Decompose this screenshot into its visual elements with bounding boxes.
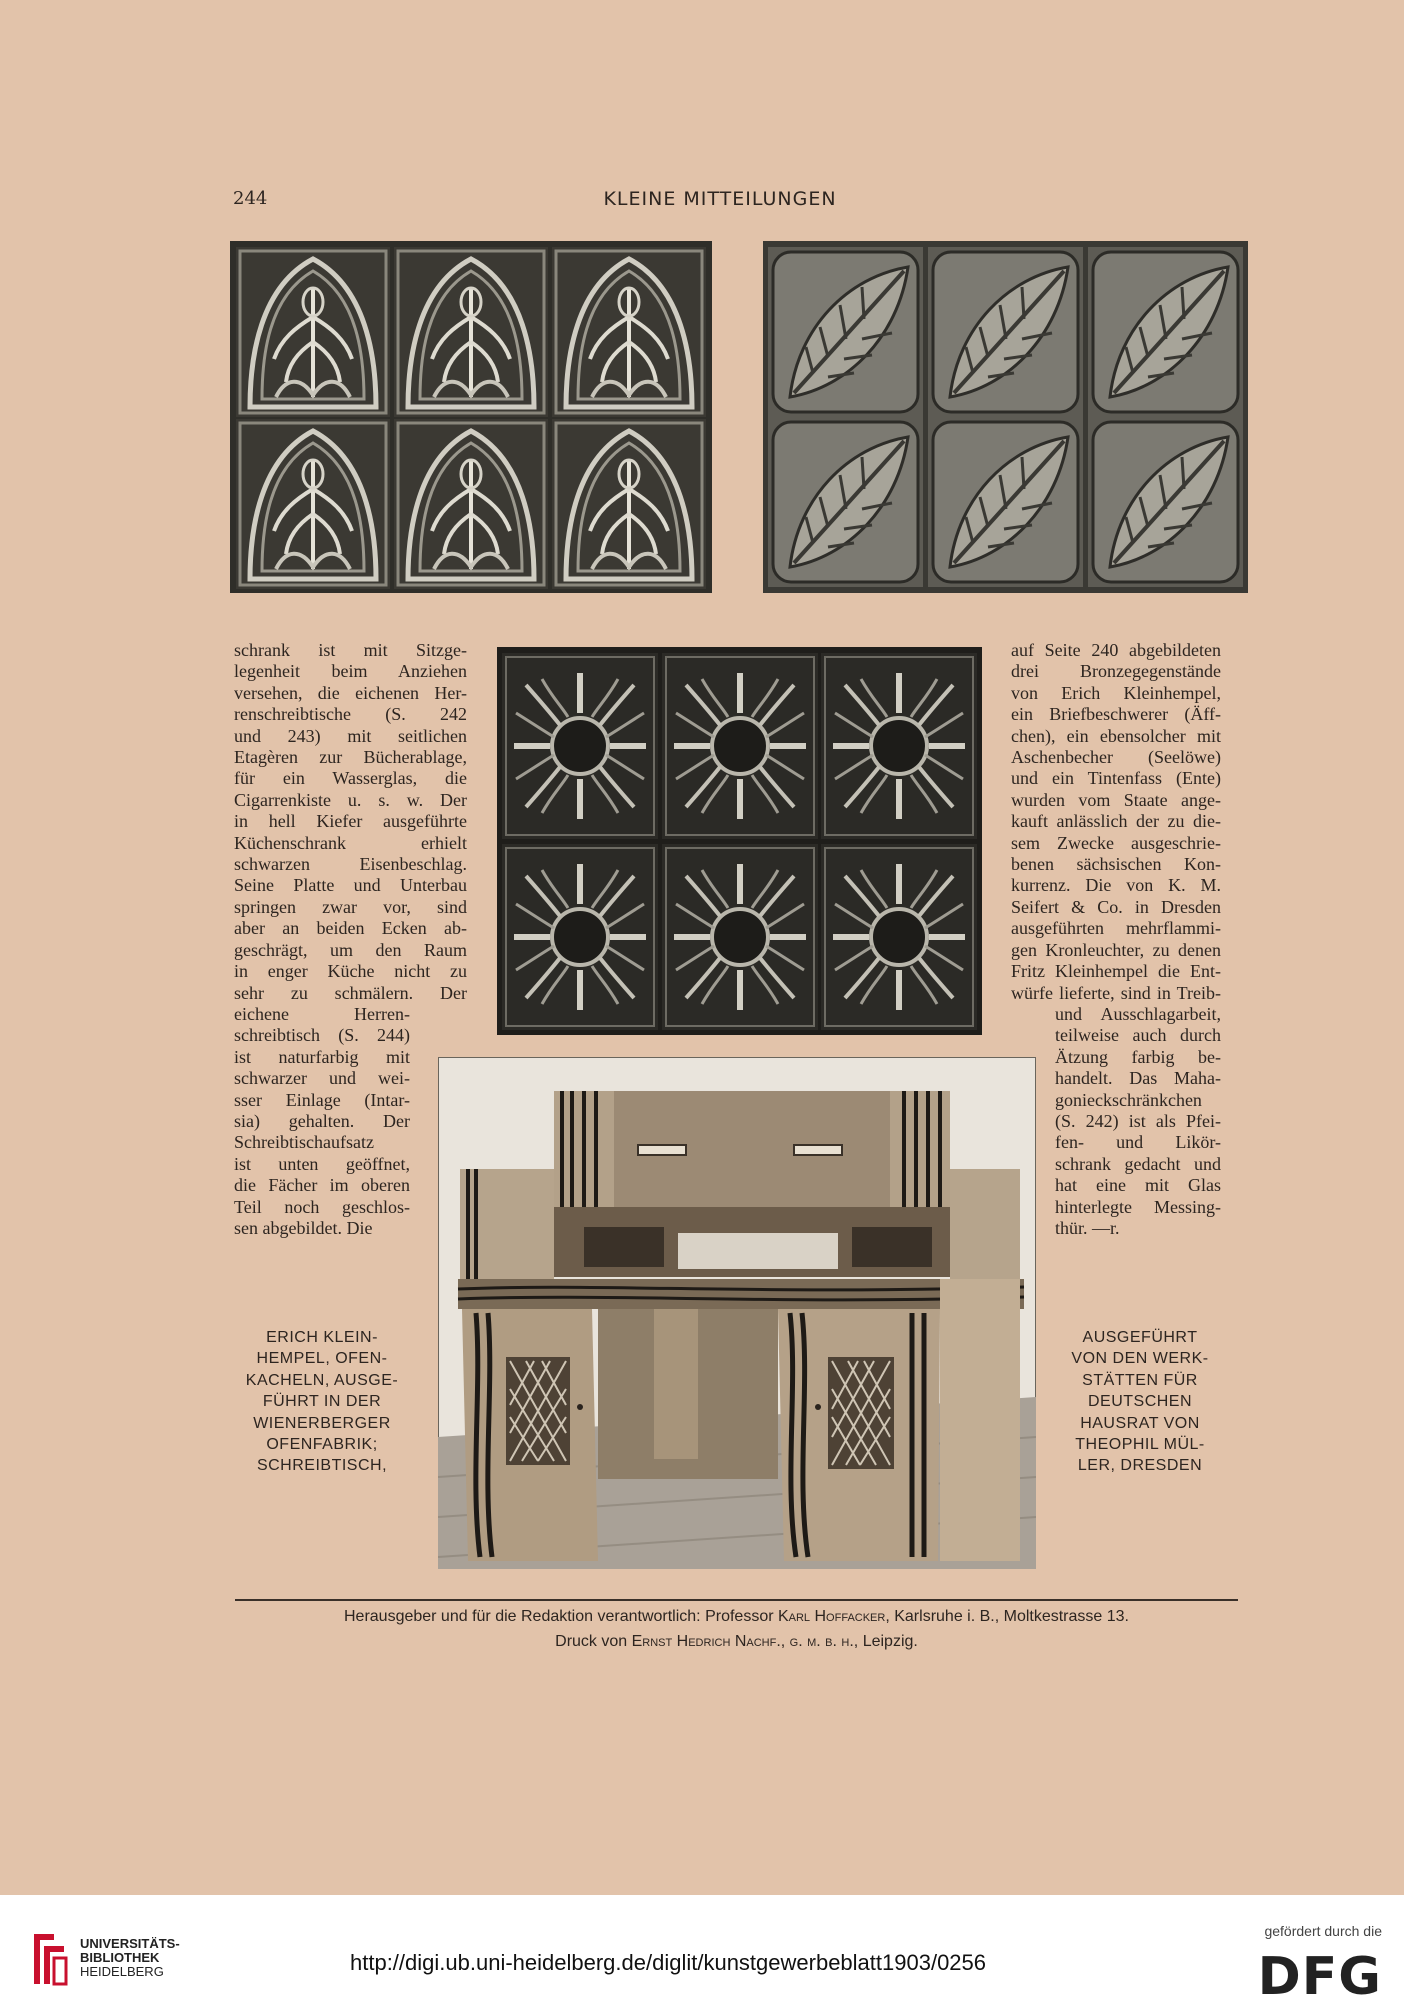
caption-line: AUSGEFÜHRT bbox=[1082, 1329, 1198, 1346]
right-line: fen- und Likör- bbox=[1055, 1132, 1221, 1153]
right-line: Fritz Kleinhempel die Ent- bbox=[1011, 961, 1221, 982]
caption-line: OFENFABRIK; bbox=[266, 1436, 378, 1454]
right-line: drei Bronzegegenstände bbox=[1011, 661, 1221, 682]
funded-by-label: gefördert durch die bbox=[1264, 1923, 1382, 1939]
left-line: aber an beiden Ecken ab- bbox=[234, 918, 467, 939]
caption-line: VON DEN WERK- bbox=[1071, 1350, 1209, 1368]
caption-line: WIENERBERGER bbox=[253, 1414, 391, 1432]
ub-heidelberg-logo-icon bbox=[30, 1930, 70, 1988]
right-line: und Ausschlagarbeit, bbox=[1055, 1003, 1221, 1024]
left-line: ist unten geöffnet, bbox=[234, 1153, 410, 1174]
dfg-logo: DFG bbox=[1257, 1947, 1382, 2007]
left-line: ist naturfarbig mit bbox=[234, 1046, 410, 1067]
right-line: (S. 242) ist als Pfei- bbox=[1055, 1110, 1221, 1131]
caption-line: LER, DRESDEN bbox=[1077, 1457, 1203, 1475]
caption-line: HAUSRAT VON bbox=[1080, 1414, 1200, 1432]
right-line: handelt. Das Maha- bbox=[1055, 1068, 1221, 1089]
left-line: renschreibtische (S. 242 bbox=[234, 704, 467, 725]
right-line: und ein Tintenfass (Ente) bbox=[1011, 768, 1221, 789]
page-number: 244 bbox=[233, 188, 268, 209]
left-line: Schreibtischaufsatz bbox=[234, 1132, 374, 1153]
right-line: benen sächsischen Kon- bbox=[1011, 854, 1221, 875]
left-line: Küchenschrank erhielt bbox=[234, 832, 467, 853]
caption-line: DEUTSCHEN bbox=[1087, 1393, 1193, 1411]
left-line: springen zwar vor, sind bbox=[234, 896, 467, 917]
left-line: legenheit beim Anziehen bbox=[234, 661, 467, 682]
right-line: sem Zwecke ausgeschrie- bbox=[1011, 832, 1221, 853]
right-line: hinterlegte Messing- bbox=[1055, 1196, 1221, 1217]
right-line: hat eine mit Glas bbox=[1055, 1175, 1221, 1196]
left-line: und 243) mit seitlichen bbox=[234, 725, 467, 746]
caption-line: STÄTTEN FÜR bbox=[1082, 1371, 1198, 1389]
right-line: auf Seite 240 abgebildeten bbox=[1011, 640, 1221, 660]
caption-line: FÜHRT IN DER bbox=[262, 1393, 382, 1411]
imprint-text: , Karlsruhe i. B., Moltkestrasse 13. bbox=[885, 1608, 1129, 1625]
left-line: sehr zu schmälern. Der bbox=[234, 982, 467, 1003]
right-line: chen), ein ebensolcher mit bbox=[1011, 725, 1221, 746]
left-line: sia) gehalten. Der bbox=[234, 1110, 410, 1131]
left-line: schwarzer und wei- bbox=[234, 1068, 410, 1089]
plate-arch-tiles bbox=[230, 241, 712, 593]
library-line: HEIDELBERG bbox=[80, 1964, 164, 1979]
right-line: gen Kronleuchter, zu denen bbox=[1011, 939, 1221, 960]
right-line: Seifert & Co. in Dresden bbox=[1011, 896, 1221, 917]
permalink-url[interactable]: http://digi.ub.uni-heidelberg.de/diglit/kunstgewerbeblatt1903/0256 bbox=[350, 1950, 987, 1975]
left-line: Cigarrenkiste u. s. w. Der bbox=[234, 789, 467, 810]
imprint-text: Druck von bbox=[555, 1633, 632, 1650]
imprint-line-1 bbox=[235, 1608, 1238, 1626]
right-line: gonieckschränkchen bbox=[1055, 1089, 1202, 1110]
left-text-column bbox=[234, 640, 467, 1239]
left-line: die Fächer im oberen bbox=[234, 1175, 410, 1196]
left-line: schrank ist mit Sitzge- bbox=[234, 640, 467, 660]
right-line: kurrenz. Die von K. M. bbox=[1011, 875, 1221, 896]
digitization-footer bbox=[0, 1895, 1404, 2015]
right-line: ein Briefbeschwerer (Äff- bbox=[1011, 704, 1221, 725]
plate-leaf-tiles bbox=[763, 241, 1248, 593]
right-line: Ätzung farbig be- bbox=[1055, 1046, 1221, 1067]
left-line: geschrägt, um den Raum bbox=[234, 939, 467, 960]
imprint-text: , Leipzig. bbox=[853, 1633, 918, 1650]
left-line: für ein Wasserglas, die bbox=[234, 768, 467, 789]
imprint-editor-name: Karl Hoffacker bbox=[777, 1608, 886, 1625]
left-line: schwarzen Eisenbeschlag. bbox=[234, 854, 467, 875]
imprint-line-2 bbox=[235, 1633, 1238, 1651]
plate-writing-desk bbox=[438, 1057, 1036, 1569]
library-line: UNIVERSITÄTS- bbox=[80, 1936, 180, 1951]
imprint-rule bbox=[235, 1599, 1238, 1601]
right-line: kauft anlässlich der zu die- bbox=[1011, 811, 1221, 832]
imprint-printer-name: Ernst Hedrich Nachf., g. m. b. h. bbox=[631, 1633, 854, 1650]
caption-line: HEMPEL, OFEN- bbox=[256, 1350, 388, 1368]
plate-star-tiles bbox=[497, 647, 982, 1035]
left-line: Teil noch geschlos- bbox=[234, 1196, 410, 1217]
left-line: in hell Kiefer ausgeführte bbox=[234, 811, 467, 832]
right-line: von Erich Kleinhempel, bbox=[1011, 682, 1221, 703]
left-line: in enger Küche nicht zu bbox=[234, 961, 467, 982]
right-line: Aschenbecher (Seelöwe) bbox=[1011, 747, 1221, 768]
right-line: schrank gedacht und bbox=[1055, 1153, 1221, 1174]
right-line: würfe lieferte, sind in Treib- bbox=[1011, 982, 1221, 1003]
right-line: thür. —r. bbox=[1055, 1217, 1120, 1238]
right-line: teilweise auch durch bbox=[1055, 1025, 1221, 1046]
caption-line: THEOPHIL MÜL- bbox=[1075, 1436, 1205, 1454]
library-line: BIBLIOTHEK bbox=[80, 1950, 160, 1965]
left-line: versehen, die eichenen Her- bbox=[234, 682, 467, 703]
caption-left bbox=[222, 1327, 422, 1477]
left-line: schreibtisch (S. 244) bbox=[234, 1025, 410, 1046]
library-name bbox=[80, 1937, 180, 1979]
left-line: Seine Platte und Unterbau bbox=[234, 875, 467, 896]
running-head: KLEINE MITTEILUNGEN bbox=[603, 188, 837, 210]
left-line: sen abgebildet. Die bbox=[234, 1217, 373, 1238]
right-text-column bbox=[1011, 640, 1221, 1239]
caption-line: KACHELN, AUSGE- bbox=[245, 1371, 399, 1389]
right-line: ausgeführten mehrflammi- bbox=[1011, 918, 1221, 939]
left-line: Etagèren zur Bücherablage, bbox=[234, 747, 467, 768]
left-line: eichene Herren- bbox=[234, 1003, 410, 1024]
imprint-text: Herausgeber und für die Redaktion verantwortlich: Professor bbox=[343, 1608, 778, 1625]
right-line: wurden vom Staate ange- bbox=[1011, 789, 1221, 810]
caption-right bbox=[1050, 1327, 1230, 1477]
left-line: sser Einlage (Intar- bbox=[234, 1089, 410, 1110]
caption-line: SCHREIBTISCH, bbox=[256, 1457, 388, 1475]
caption-line: ERICH KLEIN- bbox=[266, 1329, 378, 1346]
